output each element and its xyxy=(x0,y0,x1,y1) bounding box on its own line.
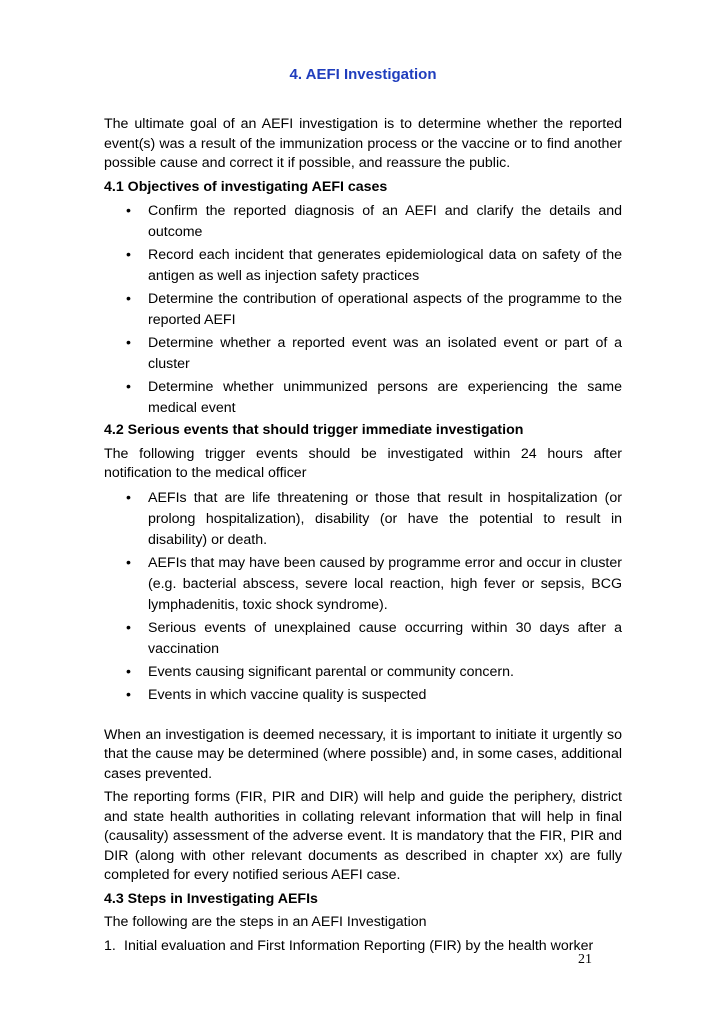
list-item xyxy=(104,333,622,375)
bullet-icon: • xyxy=(126,489,131,506)
list-item xyxy=(104,377,622,419)
list-item-text: Initial evaluation and First Information Reporting (FIR) by the health worker xyxy=(124,937,594,954)
section-4-3-heading: 4.3 Steps in Investigating AEFIs xyxy=(104,890,318,907)
list-item xyxy=(104,245,622,287)
bullet-icon: • xyxy=(126,203,131,219)
bullet-icon: • xyxy=(126,247,131,263)
section-4-2-heading: 4.2 Serious events that should trigger immediate investigation xyxy=(104,422,524,438)
list-item-text: AEFIs that are life threatening or those that result in hospitalization (or prolong hospitalization), disability (or have the potential to result in disability) or death. xyxy=(148,489,622,548)
list-item-text: Events in which vaccine quality is suspected xyxy=(148,686,427,703)
trigger-events-list xyxy=(104,488,622,706)
steps-list xyxy=(104,937,622,957)
reporting-forms-paragraph: The reporting forms (FIR, PIR and DIR) will help and guide the periphery, district and state health authorities in collating relevant information that will help in final (causality) assessment of the adverse event. It is mandatory that the FIR, PIR and DIR (along with other relevant documents as described in chapter xx) are fully completed for every notified serious AEFI case. xyxy=(104,789,622,883)
section-4-2-intro: The following trigger events should be investigated within 24 hours after notification to the medical officer xyxy=(104,445,622,481)
list-item-text: Determine whether a reported event was an isolated event or part of a cluster xyxy=(148,335,622,372)
list-item xyxy=(104,289,622,331)
list-item-text: Events causing significant parental or community concern. xyxy=(148,663,514,680)
section-4-3-intro: The following are the steps in an AEFI Investigation xyxy=(104,914,427,930)
investigation-paragraph: When an investigation is deemed necessary, it is important to initiate it urgently so that the cause may be determined (where possible) and, in some cases, additional cases prevented. xyxy=(104,726,622,782)
list-item xyxy=(104,201,622,243)
bullet-icon: • xyxy=(126,619,131,636)
list-item xyxy=(104,618,622,660)
list-item xyxy=(104,662,622,683)
list-item-text: AEFIs that may have been caused by programme error and occur in cluster (e.g. bacterial abscess, severe local reaction, high fever or sepsis, BCG lymphadenitis, toxic shock syndrome). xyxy=(148,554,622,613)
list-item-text: Serious events of unexplained cause occurring within 30 days after a vaccination xyxy=(148,619,622,657)
bullet-icon: • xyxy=(126,554,131,571)
objectives-list xyxy=(104,201,622,419)
list-item xyxy=(104,937,622,957)
section-4-1-heading: 4.1 Objectives of investigating AEFI cases xyxy=(104,178,388,195)
intro-paragraph: The ultimate goal of an AEFI investigation is to determine whether the reported event(s) was a result of the immunization process or the vaccine or to find another possible cause and correct it if possible, and reassure the public. xyxy=(104,116,622,171)
list-item xyxy=(104,488,622,551)
list-item-text: Confirm the reported diagnosis of an AEFI and clarify the details and outcome xyxy=(148,203,622,240)
page-number: 21 xyxy=(578,952,592,967)
list-item-text: Determine the contribution of operational aspects of the programme to the reported AEFI xyxy=(148,291,622,328)
list-item xyxy=(104,553,622,616)
page-title: 4. AEFI Investigation xyxy=(289,66,437,83)
bullet-icon: • xyxy=(126,335,131,351)
bullet-icon: • xyxy=(126,663,131,680)
list-item-text: Record each incident that generates epidemiological data on safety of the antigen as well as injection safety practices xyxy=(148,247,622,284)
list-item xyxy=(104,685,622,706)
bullet-icon: • xyxy=(126,379,131,395)
bullet-icon: • xyxy=(126,291,131,307)
bullet-icon: • xyxy=(126,686,131,703)
list-item-text: Determine whether unimmunized persons are experiencing the same medical event xyxy=(148,379,622,416)
step-number: 1. xyxy=(104,937,116,954)
spacer xyxy=(104,708,622,726)
